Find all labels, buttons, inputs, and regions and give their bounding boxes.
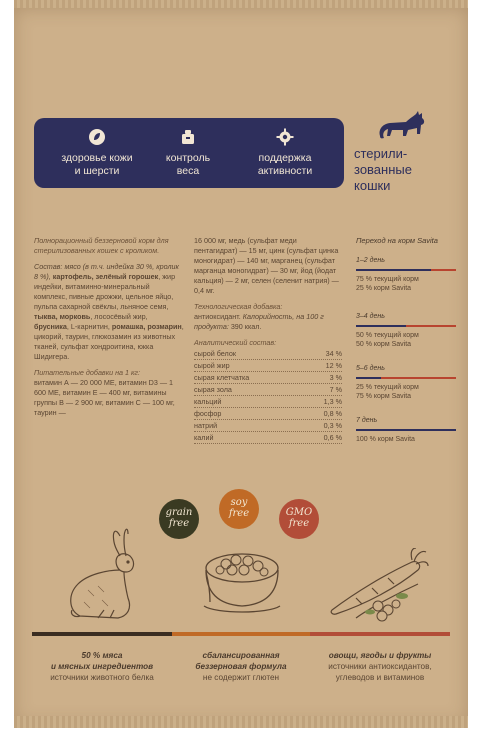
analysis-row: [194, 420, 342, 432]
feature-activity: [240, 128, 330, 178]
target-audience-label: стерили- зованные кошки: [354, 146, 412, 193]
transition-stage: [356, 256, 456, 294]
analysis-name: фосфор: [194, 409, 222, 418]
rabbit-illustration: [58, 526, 154, 626]
stage-ratio: 75 % корм Savita: [356, 393, 412, 400]
analysis-table: [194, 348, 342, 444]
composition-fragment: , L-карнитин,: [66, 322, 112, 331]
stage-ratio: 25 % текущий корм: [356, 383, 419, 391]
analysis-row: [194, 408, 342, 420]
analysis-heading: Аналитический состав:: [194, 338, 277, 347]
benefit-subtitle: источники животного белка: [50, 673, 154, 682]
cat-icon: [376, 110, 428, 142]
tech-heading: Технологическая добавка:: [194, 302, 283, 311]
badge-text: grain free: [165, 507, 193, 529]
feature-label: контроль веса: [165, 152, 211, 177]
composition-fragment: , жир индейки, витаминно-минеральный комплекс, пивные дрожжи, цельное яйцо, пульпа сахарной свёклы, льняное семя,: [34, 272, 176, 311]
analysis-value: 0,3 %: [323, 421, 342, 430]
description-column: [34, 236, 184, 418]
stage-progress-bar: [356, 377, 456, 379]
analysis-row: [194, 432, 342, 444]
benefit-title: овощи, ягоды и фрукты: [328, 651, 432, 660]
composition-fragment: , цикорий, таурин, глюкозамин из животных тканей, сульфат хондроитина, юкка Шидигера.: [34, 322, 184, 361]
stage-progress-bar: [356, 325, 456, 327]
transition-stage: [356, 364, 456, 402]
composition-block: [34, 262, 184, 362]
analysis-value: 3 %: [329, 373, 342, 382]
benefit-meat: [32, 650, 172, 683]
composition-heading: Состав:: [34, 262, 63, 271]
badge-text: soy free: [228, 497, 250, 519]
energy-label: Калорийность, на 100 г продукта:: [194, 312, 324, 331]
transition-stage: [356, 416, 456, 444]
composition-fragment: брусника: [34, 322, 67, 331]
composition-text: [34, 262, 184, 361]
analysis-value: 7 %: [329, 385, 342, 394]
badge-text: GMO free: [285, 507, 313, 529]
composition-fragment: мясо (в т.ч. индейка 30 %, кролик 8 %),: [34, 262, 179, 281]
analysis-name: сырой белок: [194, 349, 236, 358]
analysis-block: [194, 338, 342, 444]
gear-heart-icon: [276, 128, 294, 146]
analysis-name: сырой жир: [194, 361, 230, 370]
stripe-vegetables: [310, 632, 450, 636]
analysis-value: 12 %: [325, 361, 342, 370]
feature-skin-coat: [52, 128, 142, 178]
benefit-subtitle: не содержит глютен: [202, 673, 280, 682]
stripe-formula: [172, 632, 310, 636]
food-bowl-illustration: [196, 546, 288, 618]
feature-weight: [152, 128, 224, 178]
vegetables-illustration: [326, 548, 430, 626]
intro-text: Полнорационный беззерновой корм для стерилизованных кошек с кроликом.: [34, 236, 169, 255]
tech-text: антиоксидант.: [194, 312, 241, 321]
stage-progress-bar: [356, 429, 456, 431]
analysis-name: сырая клетчатка: [194, 373, 250, 382]
leaf-drop-icon: [88, 128, 106, 146]
analysis-value: 0,8 %: [323, 409, 342, 418]
nutrition-column: [194, 236, 342, 444]
analysis-row: [194, 348, 342, 360]
additives-text: витамин А — 20 000 МЕ, витамин D3 — 1 600 МЕ, витамин Е — 400 мг, витамины группы В — 2 900 мг, витамин С — 100 мг, таурин —: [34, 378, 175, 417]
analysis-row: [194, 396, 342, 408]
stripe-meat: [32, 632, 172, 636]
analysis-value: 34 %: [325, 349, 342, 358]
analysis-row: [194, 372, 342, 384]
gmo-free-badge: [279, 499, 319, 539]
stage-days: 3–4 день: [356, 313, 385, 320]
analysis-name: натрий: [194, 421, 218, 430]
transition-title: Переход на корм Savita: [356, 236, 438, 245]
additives-block: [34, 368, 184, 418]
stage-ratio: 50 % корм Savita: [356, 341, 412, 348]
composition-fragment: картофель, зелёный горошек: [52, 272, 159, 281]
stage-ratio: 75 % текущий корм: [356, 275, 419, 283]
analysis-value: 1,3 %: [323, 397, 342, 406]
energy-value: 390 ккал.: [230, 322, 262, 331]
tech-block: [194, 302, 342, 332]
benefit-title: 50 % мяса и мясных ингредиентов: [50, 651, 154, 671]
stage-ratio: 100 % корм Savita: [356, 435, 415, 443]
feature-label: здоровье кожи и шерсти: [61, 152, 133, 177]
stage-days: 1–2 день: [356, 257, 385, 264]
stage-days: 5–6 день: [356, 365, 385, 372]
stage-progress-bar: [356, 269, 456, 271]
composition-fragment: тыква, морковь: [34, 312, 91, 321]
benefit-formula: [172, 650, 310, 683]
stage-ratio: 50 % текущий корм: [356, 331, 419, 339]
analysis-name: кальций: [194, 397, 222, 406]
additives-heading: Питательные добавки на 1 кг:: [34, 368, 140, 377]
composition-fragment: ромашка, розмарин: [111, 322, 182, 331]
analysis-row: [194, 384, 342, 396]
composition-fragment: , лососёвый жир,: [90, 312, 148, 321]
grain-free-badge: [159, 499, 199, 539]
benefit-subtitle: источники антиоксидантов, углеводов и витаминов: [328, 662, 432, 682]
transition-stage: [356, 312, 456, 350]
feature-banner: [34, 118, 344, 188]
stage-ratio: 25 % корм Savita: [356, 285, 412, 292]
analysis-value: 0,6 %: [323, 433, 342, 442]
soy-free-badge: [219, 489, 259, 529]
analysis-row: [194, 360, 342, 372]
feature-label: поддержка активности: [257, 152, 313, 177]
bag-bottom-seal: [14, 716, 468, 728]
weight-icon: [179, 128, 197, 146]
analysis-name: калий: [194, 433, 214, 442]
stage-days: 7 день: [356, 417, 378, 424]
benefit-title: сбалансированная беззерновая формула: [195, 651, 287, 671]
benefit-vegetables: [310, 650, 450, 683]
additives-text-continued: 16 000 мг, медь (сульфат меди пентагидрат) — 15 мг, цинк (сульфат цинка моногидрат) — 140 мг, марганец (сульфат марганца моногидрат) — 30 мг, йод (йодат кальция) — 2 мг, селен (селенит натрия) — 0,4 мг.: [194, 236, 339, 295]
analysis-name: сырая зола: [194, 385, 232, 394]
